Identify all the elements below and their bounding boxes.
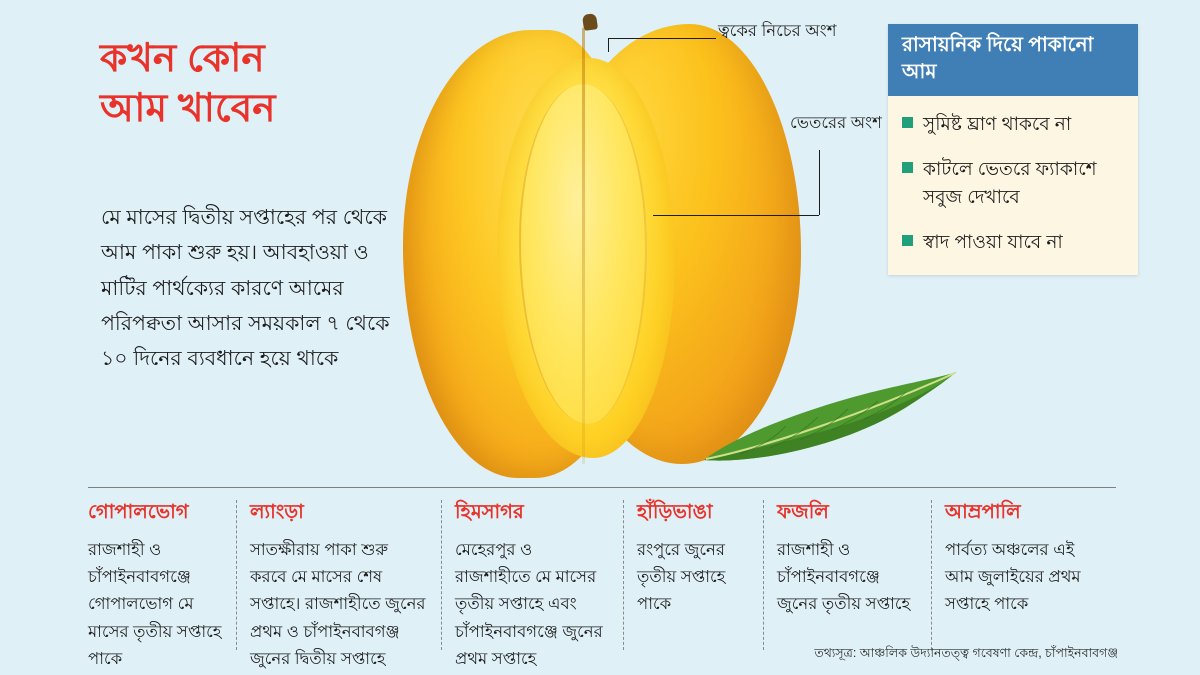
- infobox-list: [888, 96, 1138, 275]
- variety-column-langra: [236, 498, 441, 668]
- page-title-line-1: কখন কোন: [100, 37, 265, 80]
- mango-leaf: [700, 368, 960, 468]
- square-bullet-icon: [902, 162, 913, 173]
- variety-column-fazli: [763, 498, 931, 658]
- square-bullet-icon: [902, 117, 913, 128]
- horizontal-divider: [88, 487, 1116, 488]
- variety-column-amrapali: [931, 498, 1118, 658]
- variety-column-himsagar: [441, 498, 623, 668]
- variety-detail: পার্বত্য অঞ্চলের এই আম জুলাইয়ের প্রথম সপ্তাহে পাকে: [945, 541, 1081, 614]
- infobox-item-text: স্বাদ পাওয়া যাবে না: [923, 231, 1063, 253]
- variety-detail: রংপুরে জুনের তৃতীয় সপ্তাহে পাকে: [637, 541, 726, 614]
- intro-paragraph: মে মাসের দ্বিতীয় সপ্তাহের পর থেকে আম পাকা শুরু হয়। আবহাওয়া ও মাটির পার্থক্যের কারণে আমের পরিপক্বতা আসার সময়কাল ৭ থেকে ১০ দিনের ব্যবধানে হয়ে থাকে: [101, 206, 390, 370]
- infobox-title: রাসায়নিক দিয়ে পাকানো আম: [888, 24, 1138, 96]
- callout-leader-line-2: [653, 215, 819, 216]
- list-item: [902, 110, 1124, 139]
- infobox-item-text: কাটলে ভেতরে ফ্যাকাশে সবুজ দেখাবে: [923, 157, 1097, 208]
- mango-center-ridge: [582, 28, 585, 464]
- variety-name: ল্যাংড়া: [250, 501, 304, 523]
- callout-leader-tick-2: [819, 150, 820, 215]
- variety-column-gopalbhog: [88, 498, 236, 668]
- callout-leader-line-1: [608, 38, 716, 39]
- chemical-ripened-infobox: [888, 24, 1138, 275]
- list-item: [902, 155, 1124, 212]
- source-credit: তথ্যসূত্র: আঞ্চলিক উদ্যানতত্ত্ব গবেষণা কেন্দ্র, চাঁপাইনবাবগঞ্জ: [814, 646, 1118, 660]
- variety-name: আম্রপালি: [945, 501, 1021, 523]
- variety-detail: রাজশাহী ও চাঁপাইনবাবগঞ্জে গোপালভোগ মে মাসের তৃতীয় সপ্তাহে পাকে: [88, 541, 222, 668]
- infobox-item-text: সুমিষ্ট ঘ্রাণ থাকবে না: [923, 113, 1072, 134]
- list-item: [902, 228, 1124, 257]
- square-bullet-icon: [902, 235, 913, 246]
- variety-name: হিমসাগর: [455, 501, 524, 523]
- variety-columns: [88, 498, 1118, 668]
- variety-name: গোপালভোগ: [88, 501, 189, 523]
- variety-column-haribhanga: [623, 498, 763, 658]
- variety-detail: মেহেরপুর ও রাজশাহীতে মে মাসের তৃতীয় সপ্তাহে এবং চাঁপাইনবাবগঞ্জে জুনের প্রথম সপ্তাহে: [455, 541, 603, 668]
- variety-detail: সাতক্ষীরায় পাকা শুরু করবে মে মাসের শেষ সপ্তাহে। রাজশাহীতে জুনের প্রথম ও চাঁপাইনবাবগঞ্জ জুনের দ্বিতীয় সপ্তাহে: [250, 541, 426, 668]
- variety-detail: রাজশাহী ও চাঁপাইনবাবগঞ্জে জুনের তৃতীয় সপ্তাহে: [777, 541, 911, 614]
- page-title: [100, 34, 420, 134]
- callout-label-under-skin: ত্বকের নিচের অংশ: [718, 22, 837, 40]
- variety-name: হাঁড়িভাঙা: [637, 501, 713, 523]
- callout-label-inner-part: ভেতরের অংশ: [790, 114, 882, 132]
- variety-name: ফজলি: [777, 501, 829, 523]
- page-title-line-2: আম খাবেন: [100, 86, 276, 130]
- callout-leader-tick-1: [608, 38, 609, 52]
